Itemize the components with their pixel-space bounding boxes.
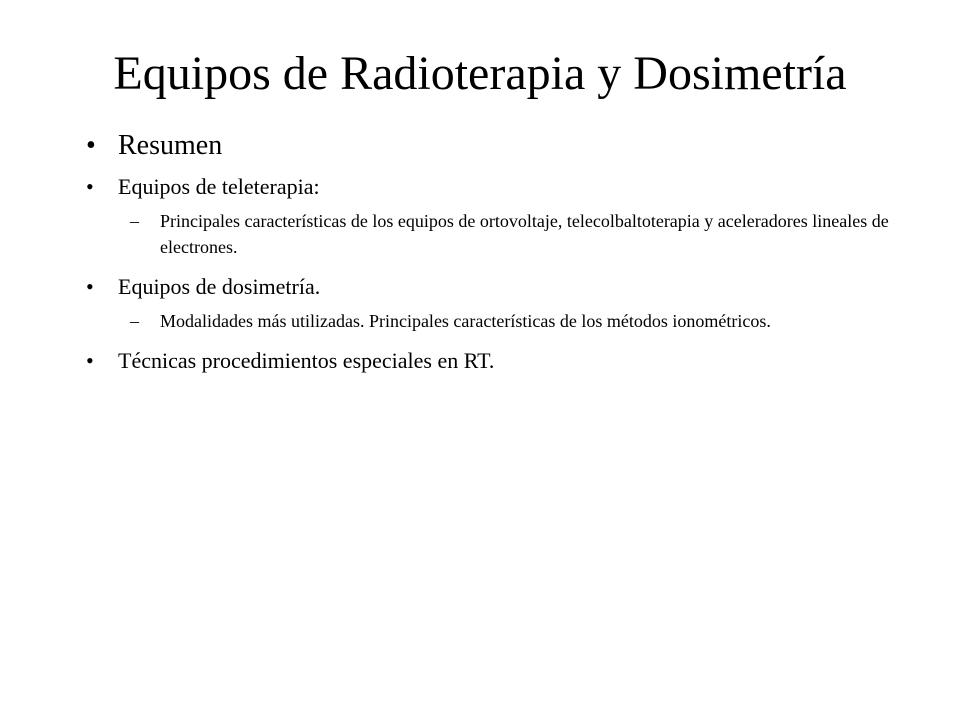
bullet-item-teleterapia: [86, 172, 906, 202]
bullet-icon: •: [86, 174, 94, 199]
bullet-text: Equipos de teleterapia:: [118, 174, 320, 199]
bullet-text: Técnicas procedimientos especiales en RT.: [118, 348, 495, 373]
bullet-item-resumen: [86, 128, 906, 164]
sub-item-text: Principales características de los equipos de ortovoltaje, telecolbaltoterapia y aceleradores lineales de electrones.: [160, 211, 889, 257]
sub-item-teleterapia: [86, 208, 906, 260]
sub-item-text: Modalidades más utilizadas. Principales características de los métodos ionométricos.: [160, 311, 771, 331]
bullet-item-tecnicas: [86, 346, 906, 376]
bullet-icon: •: [86, 130, 96, 161]
bullet-text: Resumen: [118, 130, 223, 161]
bullet-text: Equipos de dosimetría.: [118, 274, 321, 299]
bullet-item-dosimetria: [86, 272, 906, 302]
bullet-icon: •: [86, 348, 94, 373]
slide-content: [86, 128, 906, 382]
dash-icon: –: [130, 211, 139, 231]
dash-icon: –: [130, 311, 139, 331]
slide-title: Equipos de Radioterapia y Dosimetría: [113, 47, 847, 100]
bullet-icon: •: [86, 274, 94, 299]
sub-item-dosimetria: [86, 308, 906, 334]
